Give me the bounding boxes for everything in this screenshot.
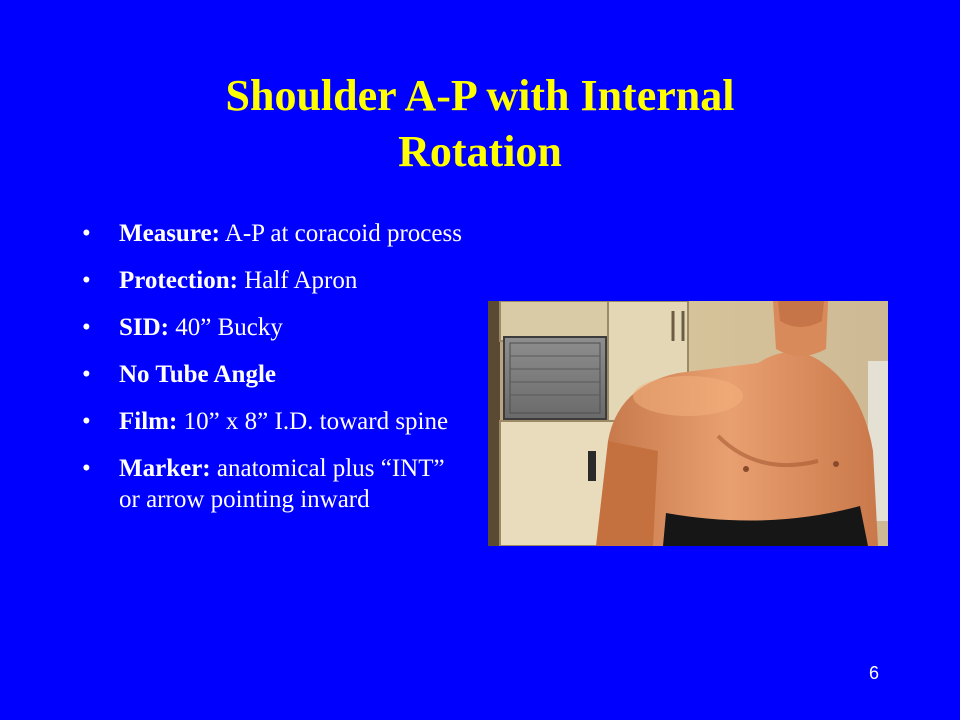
bullet-label: SID: [119, 314, 170, 341]
bullet-icon: • [82, 361, 91, 388]
bullet-text: A-P at coracoid process [219, 220, 462, 247]
bullet-icon: • [82, 455, 91, 482]
bullet-text: 10” x 8” I.D. toward spine [177, 408, 449, 435]
bullet-item-sid [82, 312, 462, 343]
patient-photo [488, 301, 888, 546]
bullet-item-tube-angle [82, 359, 462, 390]
bullet-label: Protection: [119, 267, 238, 294]
bullet-text: anatomical plus “INT” or arrow pointing inward [119, 455, 445, 513]
bullet-icon: • [82, 408, 91, 435]
slide-title-line-1: Shoulder A-P with Internal [225, 71, 735, 120]
bullet-item-film [82, 406, 462, 437]
bullet-list [82, 218, 462, 531]
page-number: 6 [868, 663, 879, 683]
slide-title [120, 68, 840, 180]
bullet-label: Film: [119, 408, 178, 435]
bullet-item-measure [82, 218, 462, 249]
bullet-text: Half Apron [237, 267, 358, 294]
bullet-label: Measure: [119, 220, 220, 247]
bullet-text: 40” Bucky [169, 314, 283, 341]
bullet-icon: • [82, 314, 91, 341]
slide-title-line-2: Rotation [398, 127, 562, 176]
bullet-icon: • [82, 220, 91, 247]
patient-photo-illustration [488, 301, 888, 546]
bullet-label: Marker: [119, 455, 211, 482]
bullet-icon: • [82, 267, 91, 294]
bullet-label: No Tube Angle [119, 361, 277, 388]
bullet-item-marker [82, 453, 462, 515]
bullet-item-protection [82, 265, 462, 296]
